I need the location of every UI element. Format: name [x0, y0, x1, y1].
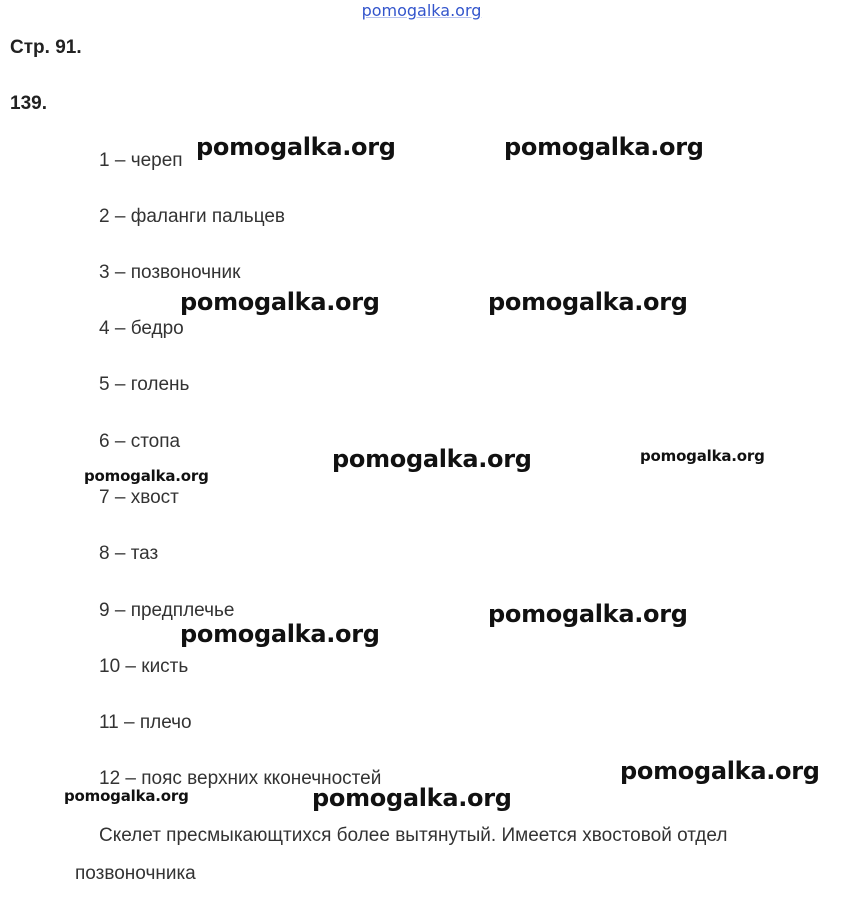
list-item: 6 – стопа: [99, 431, 181, 452]
site-header-link[interactable]: pomogalka.org: [361, 1, 482, 20]
list-item: 3 – позвоночник: [99, 262, 241, 283]
list-item: 4 – бедро: [99, 318, 184, 339]
watermark: pomogalka.org: [488, 288, 688, 316]
paragraph-line-2: позвоночника: [75, 863, 196, 884]
list-item: 8 – таз: [99, 543, 159, 564]
watermark: pomogalka.org: [312, 784, 512, 812]
watermark: pomogalka.org: [640, 447, 765, 465]
list-item: 12 – пояс верхних кконечностей: [99, 768, 382, 789]
list-item: 9 – предплечье: [99, 600, 235, 621]
task-number: 139.: [10, 93, 47, 114]
paragraph-line-1: Скелет пресмыкающтихся более вытянутый. Имеется хвостовой отдел: [99, 825, 728, 846]
watermark: pomogalka.org: [196, 133, 396, 161]
watermark: pomogalka.org: [84, 467, 209, 485]
list-item: 2 – фаланги пальцев: [99, 206, 286, 227]
watermark: pomogalka.org: [504, 133, 704, 161]
watermark: pomogalka.org: [64, 787, 189, 805]
page-heading: Стр. 91.: [10, 37, 82, 58]
list-item: 1 – череп: [99, 150, 183, 171]
watermark: pomogalka.org: [488, 600, 688, 628]
watermark: pomogalka.org: [332, 445, 532, 473]
list-item: 11 – плечо: [99, 712, 192, 733]
list-item: 10 – кисть: [99, 656, 189, 677]
list-item: 5 – голень: [99, 374, 190, 395]
watermark: pomogalka.org: [620, 757, 820, 785]
watermark: pomogalka.org: [180, 288, 380, 316]
list-item: 7 – хвост: [99, 487, 179, 508]
watermark: pomogalka.org: [180, 620, 380, 648]
